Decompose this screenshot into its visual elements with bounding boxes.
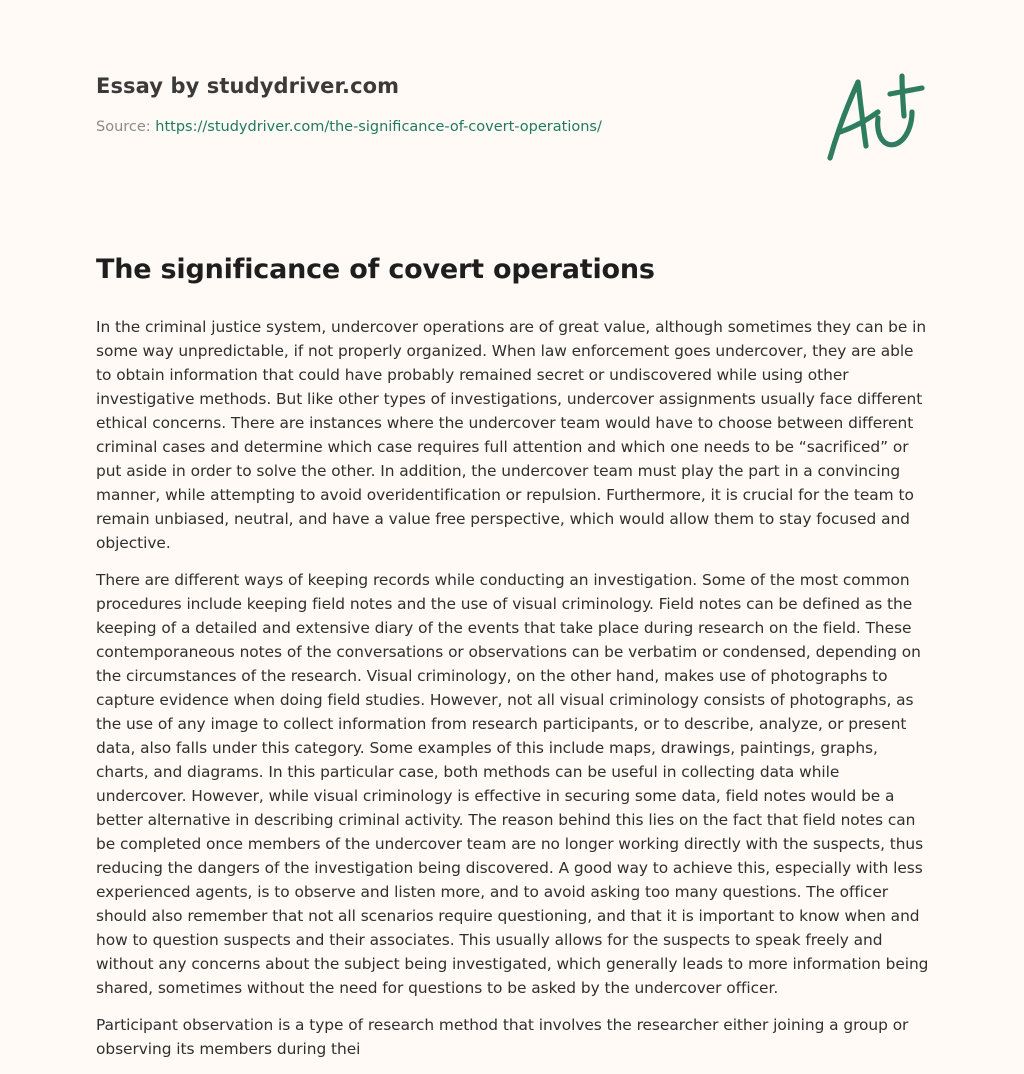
source-line [96,119,796,135]
source-label: Source: [96,119,156,135]
article-paragraph: In the criminal justice system, undercover operations are of great value, although sometimes they can be in some way unpredictable, if not properly organized. When law enforcement goes undercover, they are able to obtain information that could have probably remained secret or undiscovered while using other investigative methods. But like other types of investigations, undercover assignments usually face different ethical concerns. There are instances where the undercover team would have to choose between different criminal cases and determine which case requires full attention and which one needs to be “sacrificed” or put aside in order to solve the other. In addition, the undercover team must play the part in a convincing manner, while attempting to avoid overidentification or repulsion. Furthermore, it is crucial for the team to remain unbiased, neutral, and have a value free perspective, which would allow them to stay focused and objective. [96,318,927,552]
article-paragraph: There are different ways of keeping records while conducting an investigation. Some of the most common procedures include keeping field notes and the use of visual criminology. Field notes can be defined as the keeping of a detailed and extensive diary of the events that take place during research on the field. These contemporaneous notes of the conversations or observations can be verbatim or condensed, depending on the circumstances of the research. Visual criminology, on the other hand, makes use of photographs to capture evidence when doing field studies. However, not all visual criminology consists of photographs, as the use of any image to collect information from research participants, or to describe, analyze, or present data, also falls under this category. Some examples of this include maps, drawings, paintings, graphs, charts, and diagrams. In this particular case, both methods can be useful in collecting data while undercover. However, while visual criminology is effective in securing some data, field notes would be a better alternative in describing criminal activity. The reason behind this lies on the fact that field notes can be completed once members of the undercover team are no longer working directly with the suspects, thus reducing the dangers of the investigation being discovered. A good way to achieve this, especially with less experienced agents, is to observe and listen more, and to avoid asking too many questions. The officer should also remember that not all scenarios require questioning, and that it is important to know when and how to question suspects and their associates. This usually allows for the suspects to speak freely and without any concerns about the subject being investigated, which generally leads to more information being shared, sometimes without the need for questions to be asked by the undercover officer. [96,571,929,997]
page-title: The significance of covert operations [96,254,655,285]
essay-by-label: Essay by studydriver.com [96,74,400,98]
essay-header [96,74,796,135]
article-body [96,315,930,1074]
article-paragraph: Participant observation is a type of research method that involves the researcher either joining a group or observing its members during thei [96,1016,909,1058]
a-plus-logo-icon [820,68,930,164]
source-link[interactable]: https://studydriver.com/the-significance-of-covert-operations/ [155,119,602,135]
